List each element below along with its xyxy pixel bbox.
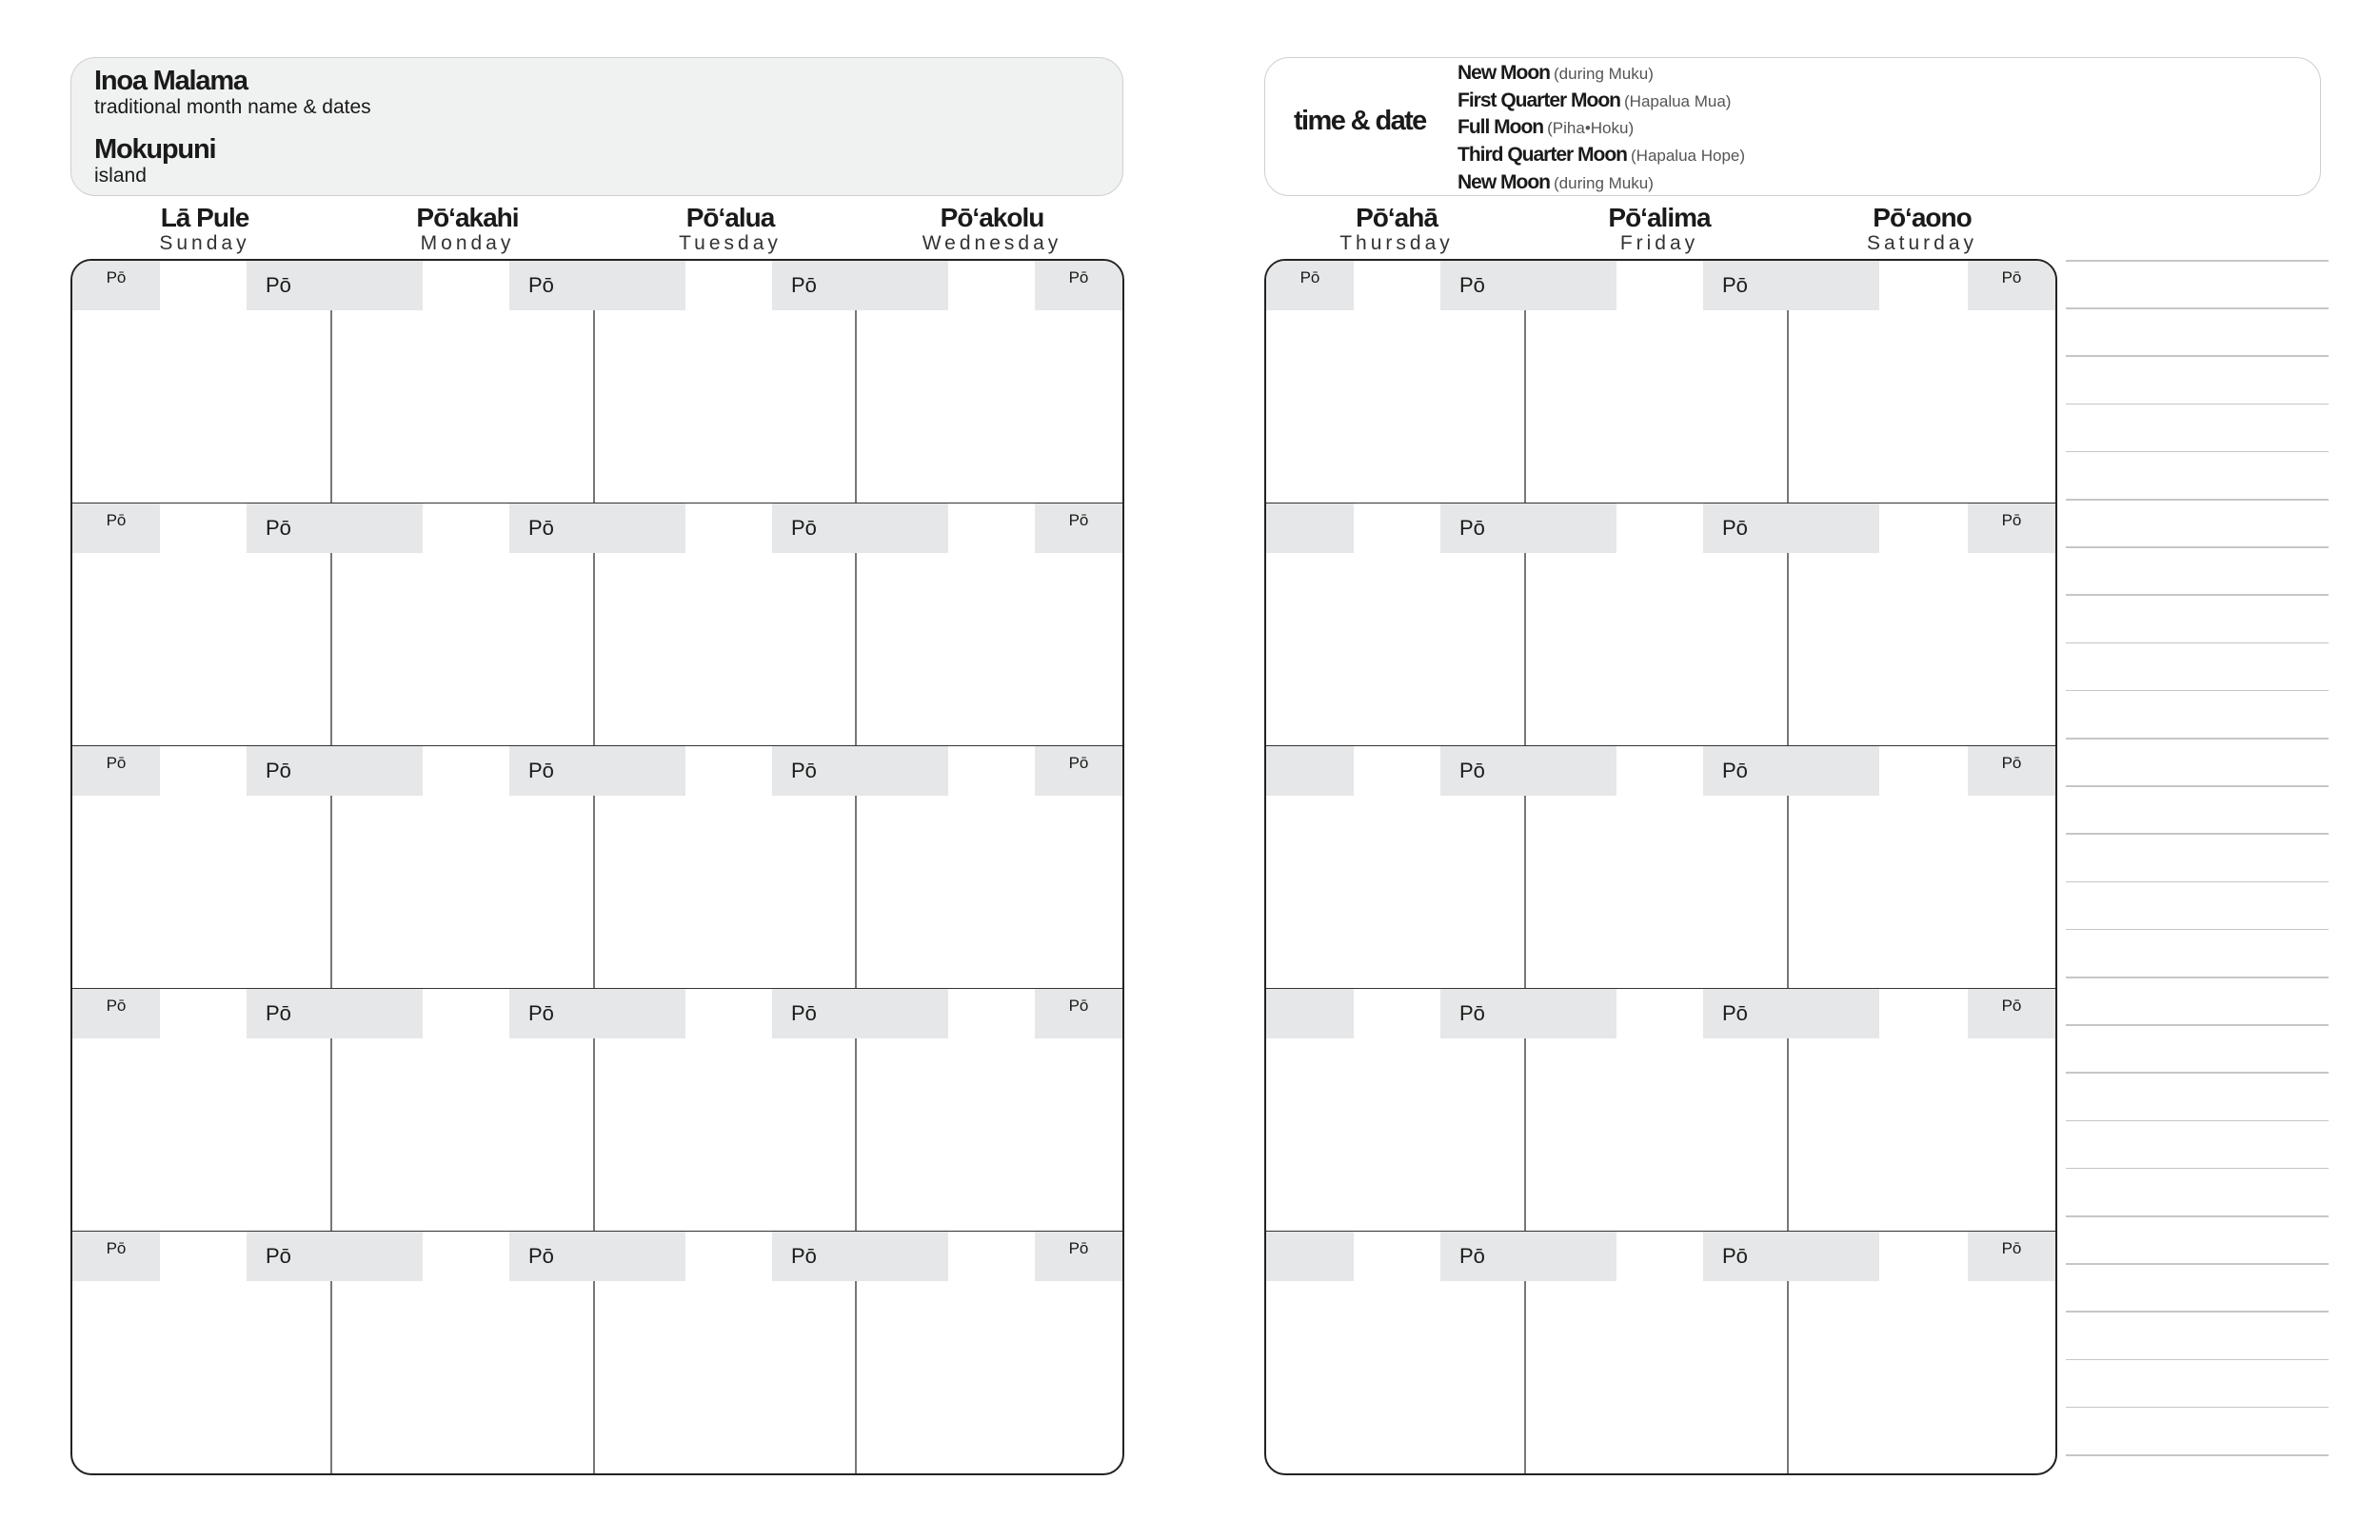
notes-line — [2066, 1072, 2329, 1074]
moon-phase-name: New Moon — [1458, 62, 1550, 84]
date-tag: Pō — [509, 1232, 685, 1281]
week-row — [1266, 1232, 2055, 1474]
notes-line — [2066, 690, 2329, 692]
date-tag: Pō — [509, 261, 685, 310]
day-header-wednesday — [861, 204, 1123, 255]
date-tag-small: Pō — [72, 1232, 160, 1281]
notes-line — [2066, 307, 2329, 309]
week-row — [72, 989, 1122, 1232]
moon-phase-row — [1458, 60, 1745, 88]
moon-phase-note: (Piha•Hoku) — [1547, 119, 1635, 138]
date-tag: Pō — [1440, 503, 1616, 553]
notes-line — [2066, 785, 2329, 787]
notes-line — [2066, 355, 2329, 357]
month-name-label: Inoa Malama — [94, 66, 248, 96]
day-divider — [1787, 553, 1789, 745]
day-divider — [330, 1038, 332, 1231]
day-name-hawaiian: Lā Pule — [160, 203, 249, 232]
moon-phase-box — [1264, 57, 2321, 196]
day-name-english: Friday — [1619, 232, 1699, 254]
date-tag-small: Pō — [72, 261, 160, 310]
day-divider — [855, 310, 857, 503]
moon-phase-row — [1458, 114, 1745, 142]
day-divider — [1787, 1038, 1789, 1231]
day-name-english: Tuesday — [679, 232, 782, 254]
date-tag: Pō — [247, 989, 423, 1038]
notes-line — [2066, 1263, 2329, 1265]
date-tag-small: Pō — [1968, 989, 2055, 1038]
date-tag-small: Pō — [72, 503, 160, 553]
notes-line — [2066, 1215, 2329, 1217]
moon-phase-list — [1458, 60, 1745, 196]
day-divider — [1787, 796, 1789, 988]
notes-line — [2066, 260, 2329, 262]
day-header-monday — [336, 204, 599, 255]
day-divider — [330, 796, 332, 988]
date-tag-small: Pō — [1266, 261, 1354, 310]
date-tag: Pō — [1703, 503, 1879, 553]
day-name-hawaiian: Pō‘aono — [1873, 203, 1972, 232]
notes-line — [2066, 977, 2329, 978]
date-tag: Pō — [1703, 1232, 1879, 1281]
notes-line — [2066, 929, 2329, 931]
day-name-english: Saturday — [1866, 232, 1978, 254]
notes-line — [2066, 546, 2329, 548]
day-divider — [1787, 310, 1789, 503]
date-tag-small: Pō — [1035, 989, 1122, 1038]
moon-phase-name: First Quarter Moon — [1458, 89, 1621, 111]
date-tag: Pō — [509, 746, 685, 796]
calendar-grid-left — [70, 259, 1124, 1475]
notes-line — [2066, 642, 2329, 644]
date-tag-small: Pō — [1968, 1232, 2055, 1281]
week-row — [72, 746, 1122, 989]
day-divider — [593, 1281, 595, 1474]
week-row — [72, 1232, 1122, 1474]
day-name-english: Wednesday — [922, 232, 1062, 254]
moon-phase-note: (Hapalua Hope) — [1631, 147, 1746, 166]
date-tag-small — [1266, 503, 1354, 553]
day-name-hawaiian: Pō‘ahā — [1356, 203, 1438, 232]
notes-line — [2066, 833, 2329, 835]
date-tag-small: Pō — [1035, 503, 1122, 553]
moon-phase-note: (Hapalua Mua) — [1624, 91, 1732, 110]
notes-line — [2066, 1359, 2329, 1361]
day-divider — [855, 796, 857, 988]
notes-line — [2066, 1454, 2329, 1456]
date-tag: Pō — [1703, 989, 1879, 1038]
month-name-sublabel: traditional month name & dates — [94, 96, 371, 118]
date-tag-small: Pō — [1968, 746, 2055, 796]
day-divider — [593, 1038, 595, 1231]
day-name-hawaiian: Pō‘akolu — [940, 203, 1044, 232]
notes-line — [2066, 1168, 2329, 1170]
week-row — [72, 503, 1122, 746]
date-tag-small: Pō — [72, 989, 160, 1038]
notes-line — [2066, 404, 2329, 405]
time-date-label: time & date — [1294, 106, 1426, 136]
date-tag: Pō — [247, 261, 423, 310]
moon-phase-name: New Moon — [1458, 170, 1550, 193]
day-header-saturday — [1791, 204, 2053, 255]
notes-line — [2066, 451, 2329, 453]
day-divider — [330, 553, 332, 745]
day-header-thursday — [1265, 204, 1528, 255]
notes-line — [2066, 1024, 2329, 1026]
day-name-hawaiian: Pō‘akahi — [416, 203, 519, 232]
day-divider — [1524, 553, 1526, 745]
week-row — [1266, 261, 2055, 503]
day-name-english: Sunday — [159, 232, 250, 254]
date-tag: Pō — [772, 261, 948, 310]
date-tag: Pō — [772, 1232, 948, 1281]
date-tag: Pō — [1703, 261, 1879, 310]
week-row — [1266, 989, 2055, 1232]
week-row — [1266, 746, 2055, 989]
date-tag: Pō — [1440, 1232, 1616, 1281]
notes-line — [2066, 499, 2329, 501]
moon-phase-name: Full Moon — [1458, 116, 1544, 139]
date-tag-small: Pō — [1035, 746, 1122, 796]
notes-line — [2066, 1120, 2329, 1122]
day-divider — [593, 310, 595, 503]
notes-line — [2066, 594, 2329, 596]
moon-phase-note: (during Muku) — [1554, 65, 1654, 83]
date-tag: Pō — [1440, 261, 1616, 310]
island-sublabel: island — [94, 165, 147, 187]
week-row — [1266, 503, 2055, 746]
moon-phase-note: (during Muku) — [1554, 173, 1654, 192]
day-divider — [1787, 1281, 1789, 1474]
day-divider — [855, 553, 857, 745]
day-divider — [330, 1281, 332, 1474]
day-header-tuesday — [599, 204, 862, 255]
calendar-grid-right — [1264, 259, 2057, 1475]
date-tag: Pō — [1440, 746, 1616, 796]
date-tag: Pō — [1703, 746, 1879, 796]
day-divider — [593, 553, 595, 745]
date-tag-small — [1266, 1232, 1354, 1281]
date-tag: Pō — [772, 746, 948, 796]
date-tag: Pō — [772, 503, 948, 553]
date-tag-small: Pō — [1035, 261, 1122, 310]
date-tag: Pō — [247, 746, 423, 796]
day-header-sunday — [73, 204, 336, 255]
day-divider — [855, 1281, 857, 1474]
date-tag-small: Pō — [1968, 261, 2055, 310]
day-divider — [593, 796, 595, 988]
date-tag-small — [1266, 989, 1354, 1038]
date-tag: Pō — [509, 503, 685, 553]
moon-phase-row — [1458, 169, 1745, 197]
day-header-friday — [1528, 204, 1791, 255]
notes-line — [2066, 1407, 2329, 1409]
date-tag-small: Pō — [1035, 1232, 1122, 1281]
day-divider — [1524, 1281, 1526, 1474]
date-tag: Pō — [247, 503, 423, 553]
day-name-english: Thursday — [1339, 232, 1454, 254]
day-divider — [855, 1038, 857, 1231]
day-divider — [1524, 796, 1526, 988]
date-tag: Pō — [1440, 989, 1616, 1038]
notes-line — [2066, 881, 2329, 883]
day-name-hawaiian: Pō‘alima — [1608, 203, 1711, 232]
moon-phase-name: Third Quarter Moon — [1458, 144, 1627, 167]
day-divider — [1524, 1038, 1526, 1231]
moon-phase-row — [1458, 142, 1745, 169]
notes-line — [2066, 1311, 2329, 1313]
notes-line — [2066, 738, 2329, 740]
moon-phase-row — [1458, 88, 1745, 115]
month-info-box — [70, 57, 1123, 196]
date-tag-small: Pō — [72, 746, 160, 796]
date-tag: Pō — [247, 1232, 423, 1281]
date-tag: Pō — [772, 989, 948, 1038]
week-row — [72, 261, 1122, 503]
date-tag-small: Pō — [1968, 503, 2055, 553]
day-divider — [1524, 310, 1526, 503]
day-name-english: Monday — [420, 232, 515, 254]
date-tag: Pō — [509, 989, 685, 1038]
island-label: Mokupuni — [94, 134, 216, 165]
day-divider — [330, 310, 332, 503]
date-tag-small — [1266, 746, 1354, 796]
day-name-hawaiian: Pō‘alua — [685, 203, 775, 232]
